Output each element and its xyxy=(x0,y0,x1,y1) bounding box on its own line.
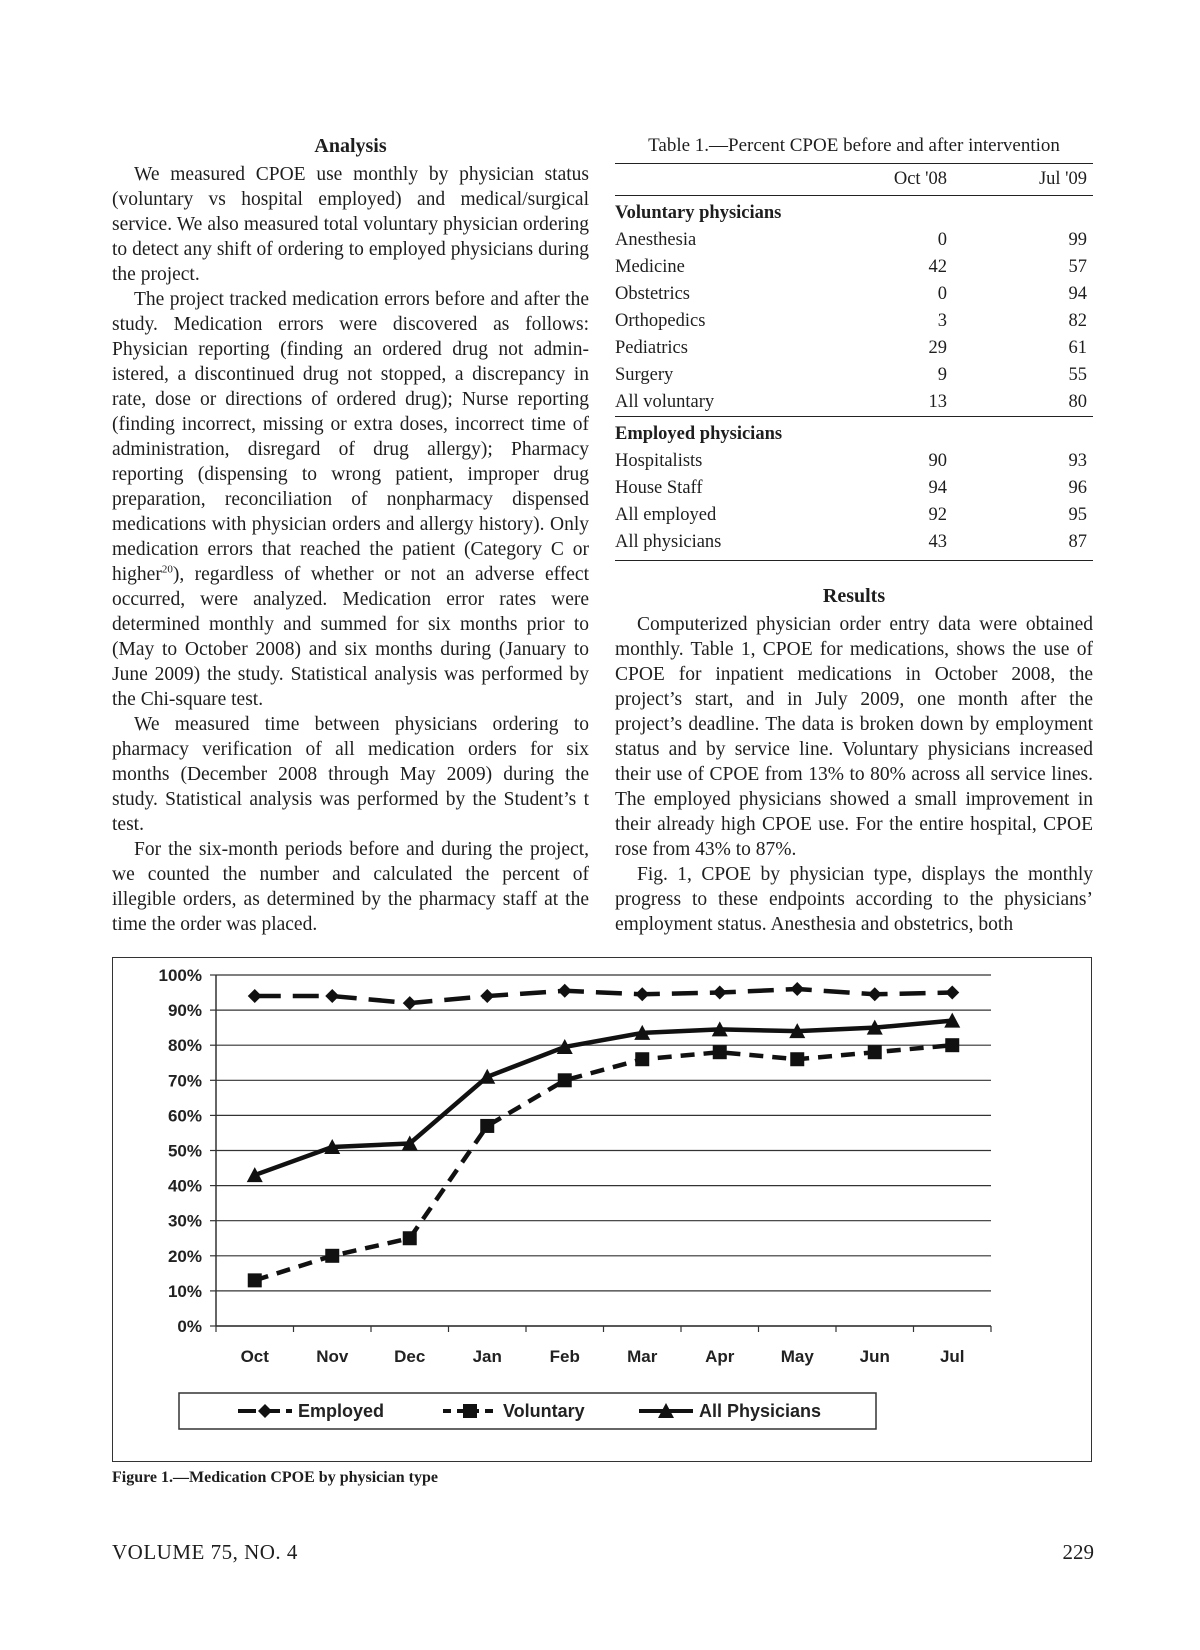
data-point-employed xyxy=(713,986,727,1000)
data-point-voluntary xyxy=(868,1045,882,1059)
row-jul-value: 80 xyxy=(1068,392,1087,412)
row-label: All voluntary xyxy=(615,392,715,412)
legend-label-voluntary: Voluntary xyxy=(503,1401,585,1421)
series-line-employed xyxy=(255,989,953,1003)
figure-1 xyxy=(112,957,1092,1462)
legend-label-all-physicians: All Physicians xyxy=(699,1401,822,1421)
row-oct-value: 0 xyxy=(937,230,947,250)
y-tick-label: 90% xyxy=(167,1001,202,1021)
row-label: House Staff xyxy=(615,478,703,498)
row-jul-value: 55 xyxy=(1068,365,1087,385)
y-tick-label: 20% xyxy=(167,1246,202,1266)
row-oct-value: 92 xyxy=(928,505,947,525)
table-header-oct: Oct '08 xyxy=(795,164,953,196)
row-label: Obstetrics xyxy=(615,284,691,304)
row-jul-value: 96 xyxy=(1068,478,1087,498)
group-voluntary: Voluntary physicians xyxy=(615,203,782,223)
y-tick-label: 30% xyxy=(167,1211,202,1231)
table-header-jul: Jul '09 xyxy=(953,164,1093,196)
right-column xyxy=(615,133,1093,937)
x-tick-label: Oct xyxy=(240,1347,269,1366)
analysis-heading: Analysis xyxy=(314,135,387,157)
row-oct-value: 90 xyxy=(928,451,947,471)
series-line-all-physicians xyxy=(255,1021,953,1175)
table-row xyxy=(615,362,1093,389)
analysis-paragraph-3: We measured time between physicians ordering to pharmacy verification of all medication orders for six months (December 2008 through May 2009) during the study. Statistical analysis was performed by the Student’s t test. xyxy=(112,714,589,835)
row-jul-value: 87 xyxy=(953,529,1093,561)
table-row xyxy=(615,308,1093,335)
x-tick-label: May xyxy=(780,1347,814,1366)
left-column xyxy=(112,133,589,937)
y-tick-label: 70% xyxy=(167,1071,202,1091)
y-tick-label: 60% xyxy=(167,1106,202,1126)
row-oct-value: 3 xyxy=(937,311,947,331)
legend-marker-voluntary xyxy=(463,1404,477,1418)
table-row xyxy=(615,281,1093,308)
row-jul-value: 57 xyxy=(1068,257,1087,277)
reference-20: 20 xyxy=(161,563,173,576)
x-tick-label: Jun xyxy=(859,1347,890,1366)
row-jul-value: 99 xyxy=(1068,230,1087,250)
x-tick-label: Nov xyxy=(316,1347,349,1366)
table-row xyxy=(615,335,1093,362)
analysis-p2-text-a: The project tracked medication errors before and after the study. Medication errors were discovered as follows: Physician reporting (finding an ordered drug not administered, a discontinued drug not stopped, a discrepancy in rate, dose or directions of ordered drug); Nurse reporting (finding incorrect, missing or extra doses, incorrect time of administration, disregard of drug allergy); Pharmacy reporting (dispensing to wrong patient, improper drug preparation, reconciliation of nonpharmacy dispensed medications with physician orders and allergy history). Only medication errors that reached the patient (Category C or higher xyxy=(112,289,589,585)
x-tick-label: Feb xyxy=(549,1347,580,1366)
row-label: Orthopedics xyxy=(615,311,706,331)
results-paragraph-2: Fig. 1, CPOE by physician type, displays the monthly progress to these endpoints according to the physicians’ employment status. Anesthesia and obstetrics, both xyxy=(615,864,1093,935)
row-label: Medicine xyxy=(615,257,685,277)
table-header-blank xyxy=(615,164,795,196)
results-heading: Results xyxy=(822,585,886,607)
results-paragraph-1: Computerized physician order entry data were obtained monthly. Table 1, CPOE for medications, shows the use of CPOE for inpatient medications in October 2008, the project’s start, and in July 2009, one month after the project’s deadline. The data is broken down by employment status and by service line. Voluntary physicians increased their use of CPOE from 13% to 80% across all service lines. The employed physicians showed a small improvement in their already high CPOE use. For the entire hospital, CPOE rose from 43% to 87%. xyxy=(615,614,1093,860)
analysis-paragraph-4: For the six-month periods before and during the project, we counted the number and calculated the percent of illegible orders, as determined by the pharmacy staff at the time the order was placed. xyxy=(112,839,589,935)
analysis-paragraph-2 xyxy=(112,287,589,712)
table-row xyxy=(615,254,1093,281)
row-oct-value: 43 xyxy=(795,529,953,561)
y-tick-label: 50% xyxy=(167,1141,202,1161)
data-point-voluntary xyxy=(945,1038,959,1052)
results-section xyxy=(615,583,1093,937)
y-tick-label: 100% xyxy=(158,966,202,985)
row-oct-value: 13 xyxy=(928,392,947,412)
row-jul-value: 95 xyxy=(1068,505,1087,525)
data-point-voluntary xyxy=(713,1045,727,1059)
legend-label-employed: Employed xyxy=(298,1401,385,1421)
table-row xyxy=(615,448,1093,475)
y-tick-label: 80% xyxy=(167,1036,202,1056)
row-jul-value: 94 xyxy=(1068,284,1087,304)
row-oct-value: 0 xyxy=(937,284,947,304)
y-tick-label: 0% xyxy=(177,1317,202,1336)
x-tick-label: Jul xyxy=(939,1347,965,1366)
row-label: Surgery xyxy=(615,365,674,385)
row-oct-value: 94 xyxy=(928,478,947,498)
data-point-employed xyxy=(635,987,649,1001)
table-row xyxy=(615,502,1093,529)
row-jul-value: 61 xyxy=(1068,338,1087,358)
data-point-voluntary xyxy=(790,1052,804,1066)
data-point-voluntary xyxy=(403,1231,417,1245)
table-1-caption: Table 1.—Percent CPOE before and after intervention xyxy=(648,135,1060,156)
analysis-p2-text-b: ), regardless of whether or not an adverse effect occurred, were analyzed. Medication error rates were determined monthly and summed for six months prior to (May to October 2008) and six months during (January to June 2009) the study. Statistical analysis was performed by the Chi-square test. xyxy=(112,564,589,710)
analysis-paragraph-1: We measured CPOE use monthly by physician status (voluntary vs hospital employed) and medical/surgical service. We also measured total voluntary physician ordering to detect any shift of ordering to employed physicians during the project. xyxy=(112,164,589,285)
x-tick-label: Jan xyxy=(472,1347,502,1366)
data-point-voluntary xyxy=(248,1273,262,1287)
x-tick-label: Dec xyxy=(394,1347,426,1366)
row-label: All employed xyxy=(615,505,717,525)
data-point-voluntary xyxy=(325,1249,339,1263)
row-oct-value: 9 xyxy=(937,365,947,385)
data-point-employed xyxy=(790,982,804,996)
table-row xyxy=(615,529,1093,561)
y-tick-label: 40% xyxy=(167,1176,202,1196)
page-number: 229 xyxy=(1062,1540,1094,1564)
table-1 xyxy=(615,163,1093,561)
row-jul-value: 82 xyxy=(1068,311,1087,331)
row-oct-value: 29 xyxy=(928,338,947,358)
data-point-employed xyxy=(868,987,882,1001)
row-jul-value: 93 xyxy=(1068,451,1087,471)
group-employed: Employed physicians xyxy=(615,417,1093,449)
data-point-employed xyxy=(325,989,339,1003)
row-label: Pediatrics xyxy=(615,338,688,358)
data-point-voluntary xyxy=(480,1119,494,1133)
x-tick-label: Mar xyxy=(627,1347,658,1366)
data-point-employed xyxy=(480,989,494,1003)
cpoe-line-chart xyxy=(113,958,1090,1460)
y-tick-label: 10% xyxy=(167,1281,202,1301)
row-label: Hospitalists xyxy=(615,451,703,471)
table-row xyxy=(615,389,1093,417)
row-label: Anesthesia xyxy=(615,230,697,250)
data-point-voluntary xyxy=(558,1073,572,1087)
data-point-employed xyxy=(945,986,959,1000)
table-row xyxy=(615,227,1093,254)
row-oct-value: 42 xyxy=(928,257,947,277)
data-point-employed xyxy=(558,984,572,998)
data-point-employed xyxy=(248,989,262,1003)
journal-volume: VOLUME 75, NO. 4 xyxy=(112,1540,298,1564)
x-tick-label: Apr xyxy=(705,1347,735,1366)
data-point-voluntary xyxy=(635,1052,649,1066)
data-point-employed xyxy=(403,996,417,1010)
table-row xyxy=(615,475,1093,502)
row-label: All physicians xyxy=(615,529,795,561)
figure-1-caption: Figure 1.—Medication CPOE by physician type xyxy=(112,1469,438,1486)
